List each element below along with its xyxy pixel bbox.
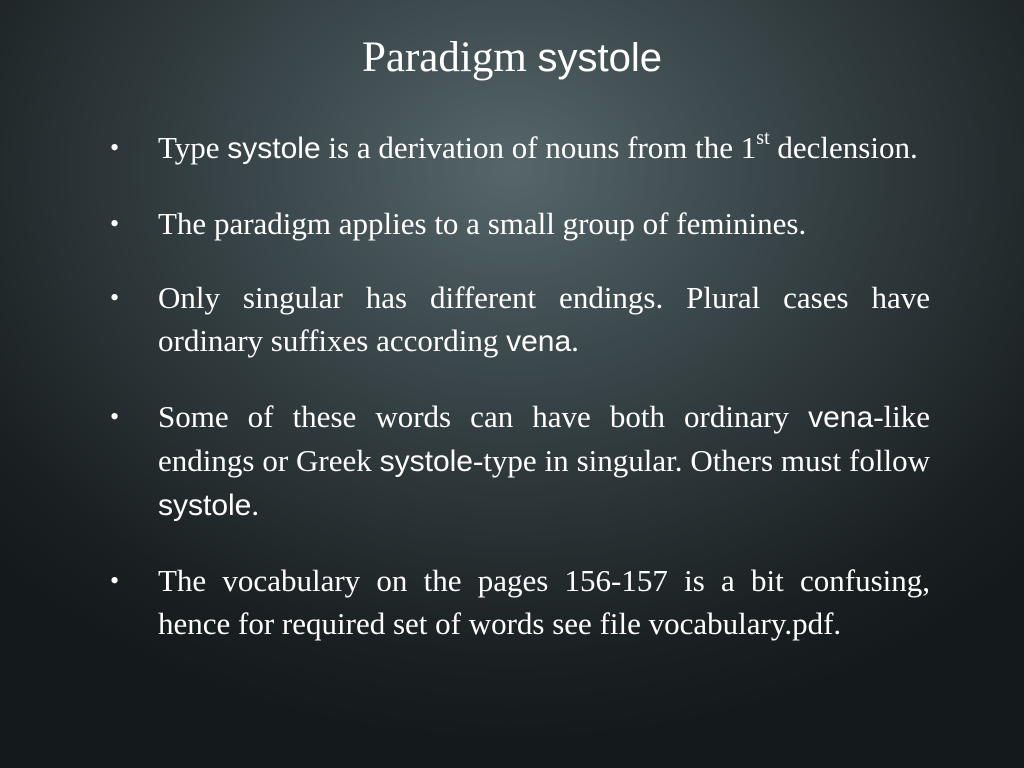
bullet-text: The vocabulary on the pages 156-157 is a bit confusing, hence for required set of words see file vocabulary.pdf. [158,563,930,641]
bullet-text: -like endings or Greek [158,399,930,478]
bullet-marker: • [110,566,120,595]
bullet-text: The paradigm applies to a small group of feminines. [158,206,807,241]
bullet-list [110,126,930,645]
bullet-text: . [251,487,260,522]
bullet-marker: • [110,209,120,238]
term-systole: systole [379,445,473,478]
term-vena: vena [506,325,572,358]
bullet-text: Some of these words can have both ordinary [158,399,809,434]
ordinal-suffix: st [756,127,770,149]
bullet-text: Only singular has different endings. Plural cases have ordinary suffixes according [158,280,930,358]
bullet-marker: • [110,402,120,431]
title-term: systole [537,36,663,80]
bullet-text: -type in singular. Others must follow [473,443,930,478]
bullet-text: Type [158,130,228,165]
bullet-text: declension. [769,130,918,165]
term-vena: vena [808,401,874,434]
bullet-marker: • [110,283,120,312]
title-text: Paradigm [361,34,527,81]
bullet-item [110,126,930,170]
term-systole: systole [227,132,321,165]
slide-title [0,30,1024,86]
bullet-marker: • [110,133,120,162]
term-systole: systole [158,489,252,522]
bullet-item [110,202,930,245]
bullet-text: is a derivation of nouns from the 1 [320,130,757,165]
bullet-item [110,559,930,645]
bullet-text: . [571,323,579,358]
bullet-item [110,276,930,363]
bullet-item [110,395,930,527]
